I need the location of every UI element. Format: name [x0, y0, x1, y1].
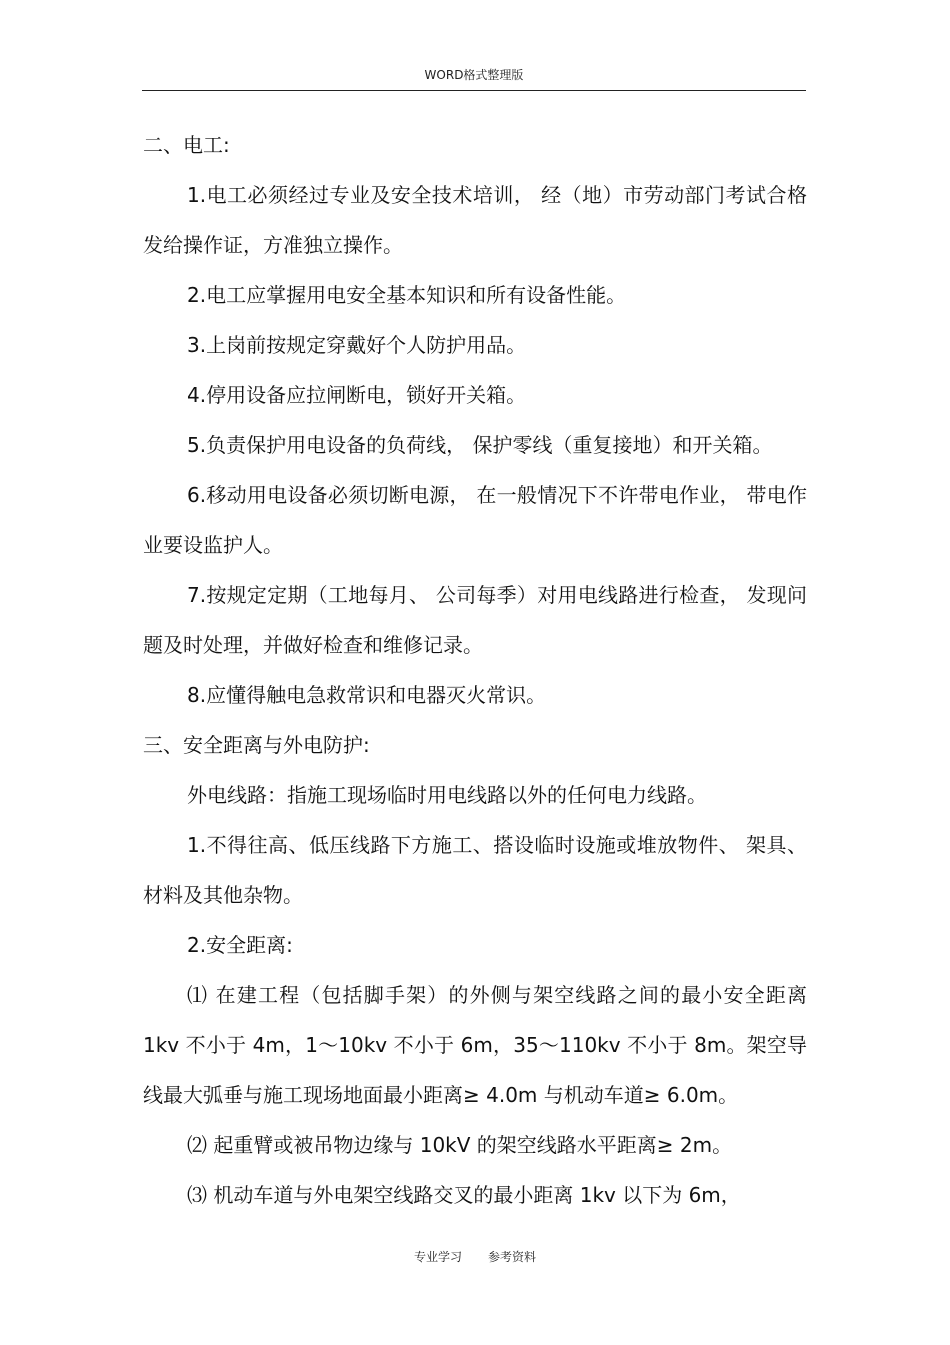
- paragraph: 1.不得往高、低压线路下方施工、搭设临时设施或堆放物件、 架具、材料及其他杂物。: [143, 833, 807, 907]
- paragraph: ⑴ 在建工程（包括脚手架）的外侧与架空线路之间的最小安全距离 1kv 不小于 4m，1～10kv 不小于 6m，35～110kv 不小于 8m。架空导线最大弧垂与施工现场地面最小距离≥ 4.0m 与机动车道≥ 6.0m。: [143, 983, 807, 1107]
- page-header: WORD格式整理版: [424, 68, 524, 82]
- paragraph: 6.移动用电设备必须切断电源， 在一般情况下不许带电作业， 带电作业要设监护人。: [143, 483, 807, 557]
- paragraph: ⑶ 机动车道与外电架空线路交叉的最小距离 1kv 以下为 6m，: [187, 1183, 741, 1207]
- paragraph: 1.电工必须经过专业及安全技术培训， 经（地）市劳动部门考试合格发给操作证，方准独立操作。: [143, 183, 807, 257]
- header-divider: [142, 90, 806, 91]
- footer-left-text: 专业学习: [413, 1250, 462, 1264]
- paragraph: 外电线路：指施工现场临时用电线路以外的任何电力线路。: [187, 783, 707, 807]
- paragraph: ⑵ 起重臂或被吊物边缘与 10kV 的架空线路水平距离≥ 2m。: [187, 1133, 733, 1157]
- paragraph: 2.安全距离:: [187, 933, 293, 957]
- section-heading-safety-distance: 三、安全距离与外电防护:: [143, 733, 370, 757]
- paragraph: 7.按规定定期（工地每月、 公司每季）对用电线路进行检查， 发现问题及时处理，并做好检查和维修记录。: [143, 583, 807, 657]
- paragraph: 3.上岗前按规定穿戴好个人防护用品。: [187, 333, 527, 357]
- paragraph: 5.负责保护用电设备的负荷线， 保护零线（重复接地）和开关箱。: [187, 433, 773, 457]
- paragraph: 8.应懂得触电急救常识和电器灭火常识。: [187, 683, 547, 707]
- footer-right-text: 参考资料: [488, 1250, 537, 1264]
- section-heading-electrician: 二、电工:: [143, 133, 230, 157]
- paragraph: 2.电工应掌握用电安全基本知识和所有设备性能。: [187, 283, 627, 307]
- document-body: [143, 120, 807, 1220]
- page-footer: [0, 1248, 950, 1265]
- paragraph: 4.停用设备应拉闸断电，锁好开关箱。: [187, 383, 527, 407]
